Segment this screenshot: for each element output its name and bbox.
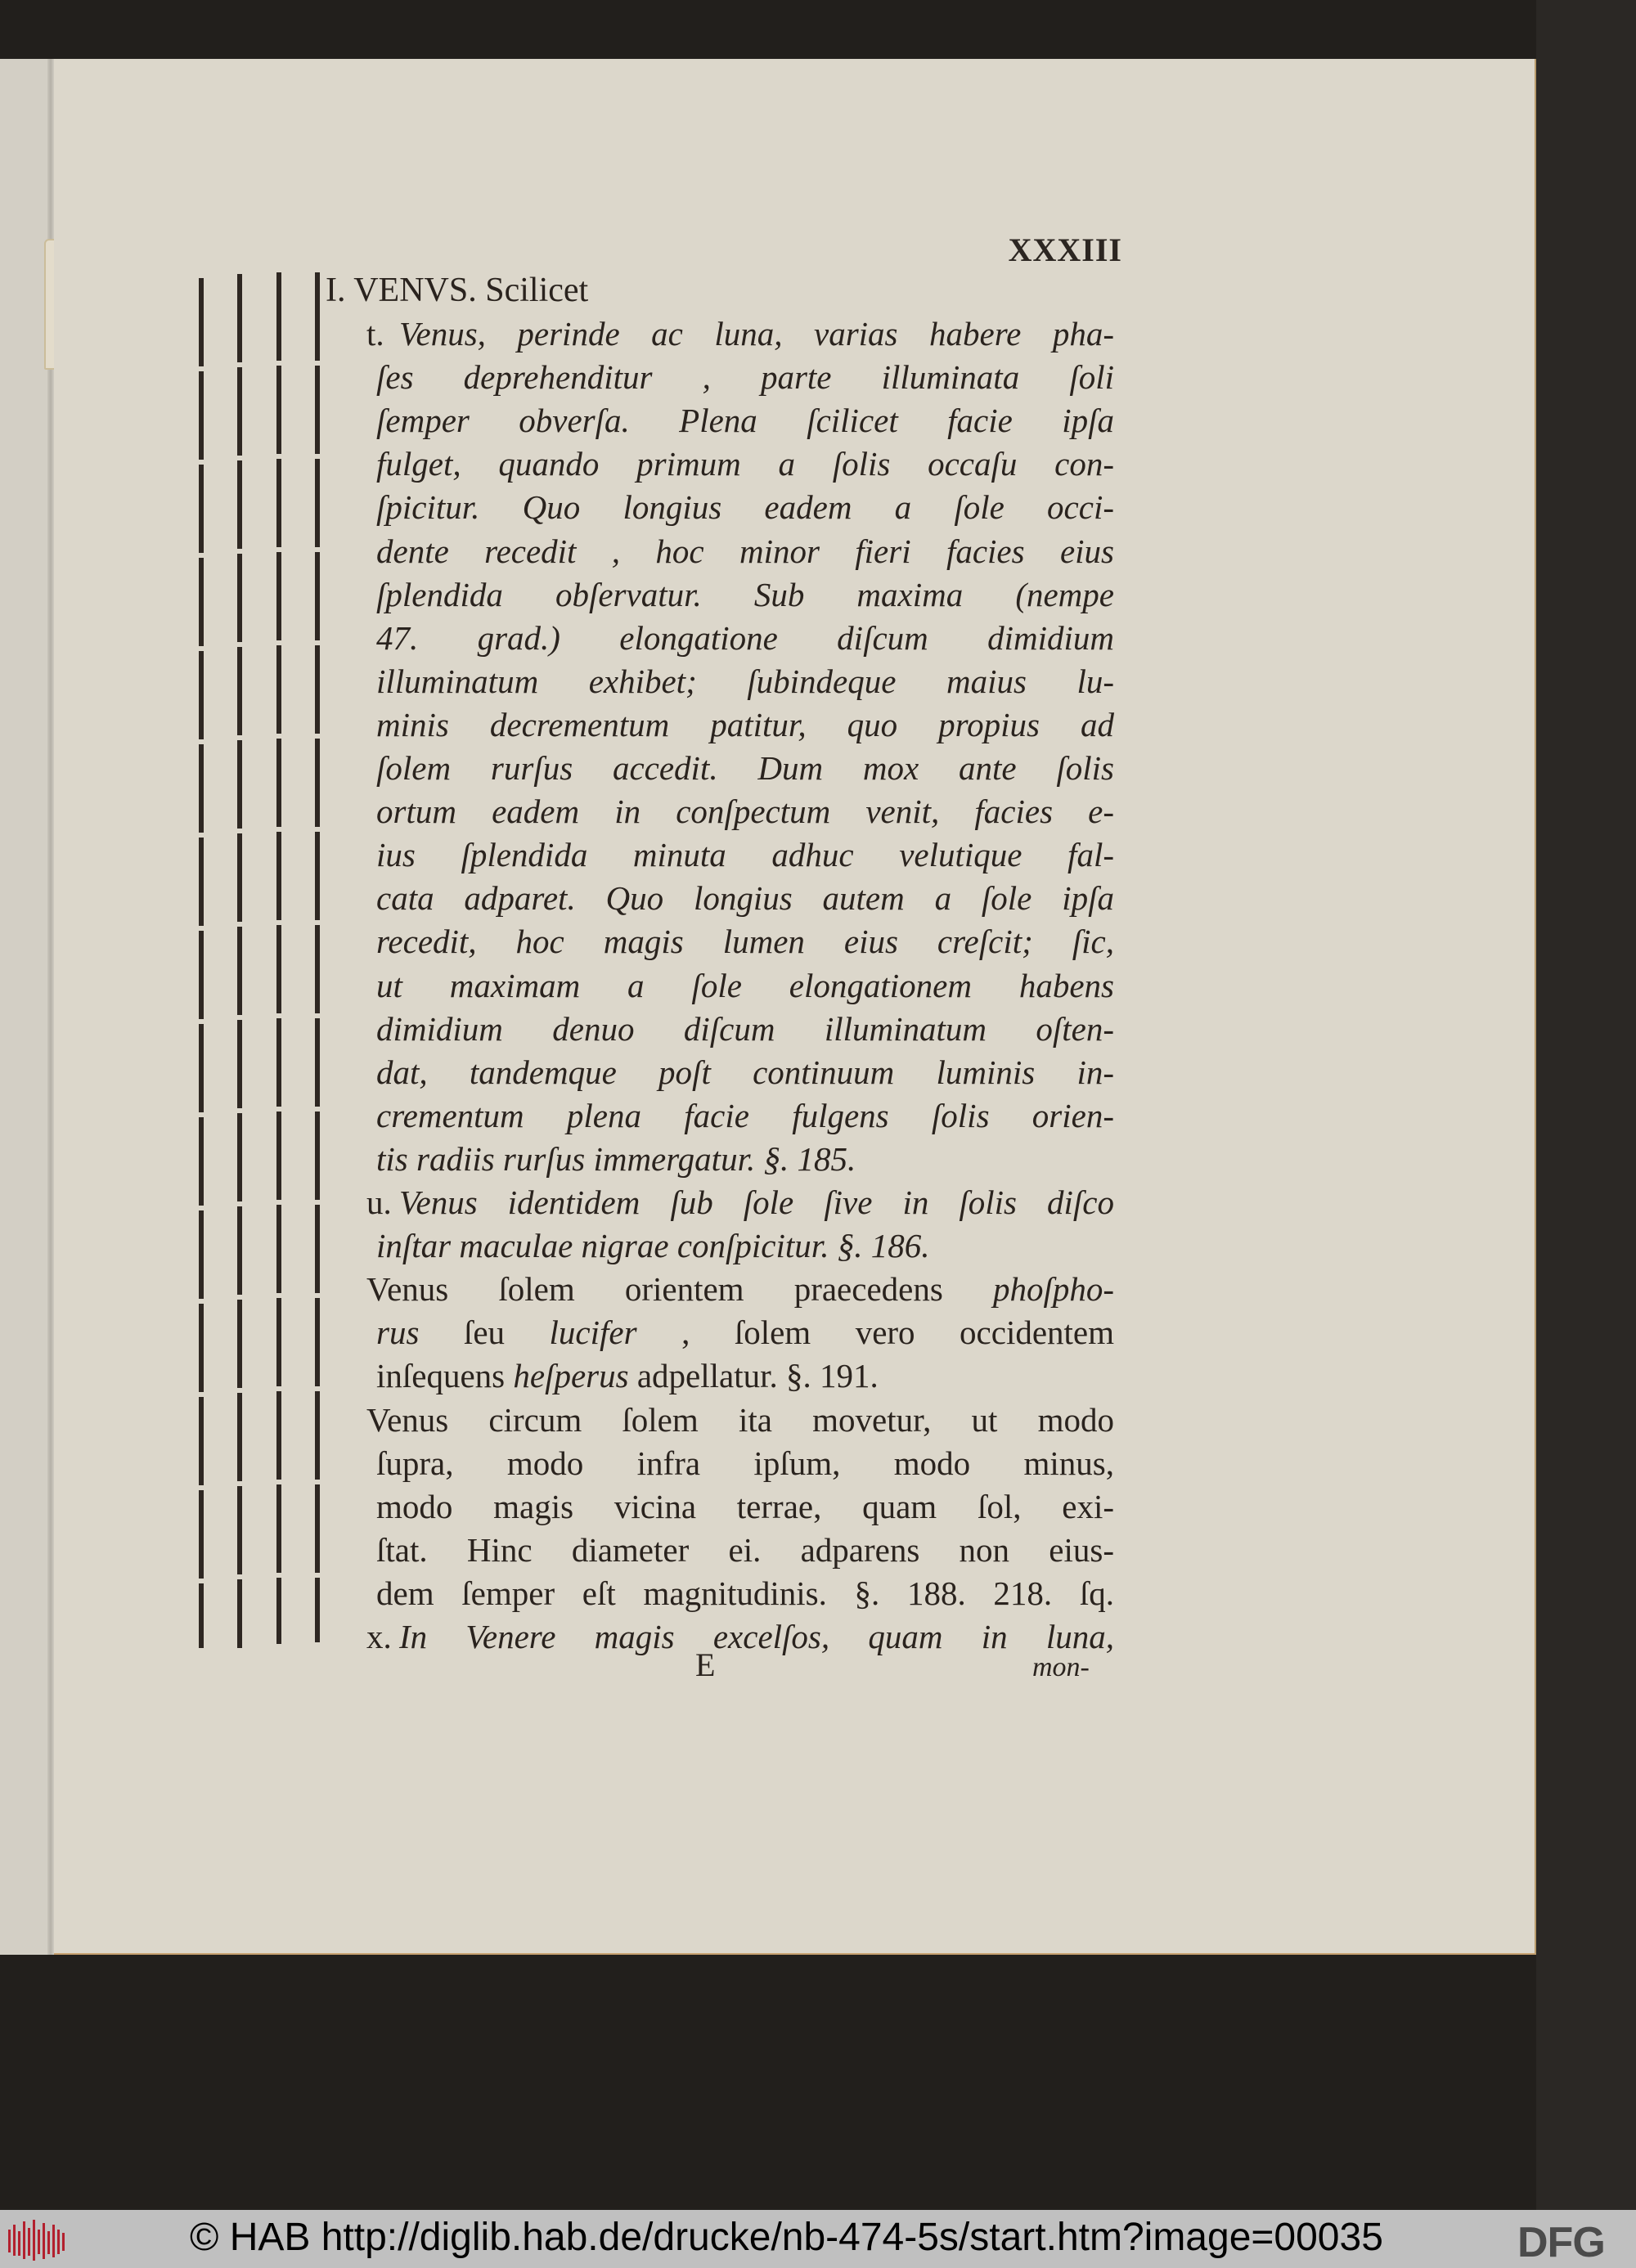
catchword: mon-: [1032, 1652, 1090, 1682]
text-content: crementum plena facie fulgens ſolis orien-: [376, 1097, 1114, 1134]
margin-rule-1: [199, 278, 204, 1648]
text-line: [376, 1355, 879, 1396]
page-folio: XXXIII: [1008, 231, 1122, 268]
text-segment: Venus ſolem orientem praecedens: [366, 1270, 993, 1308]
text-segment: , ſolem vero occidentem: [636, 1314, 1115, 1351]
text-line: [366, 1399, 1114, 1440]
margin-rule-4: [315, 272, 320, 1642]
text-content: cata adparet. Quo longius autem a ſole ipſa: [376, 879, 1114, 917]
text-line: [376, 1225, 929, 1266]
text-content: ſes deprehenditur , parte illuminata ſoli: [376, 358, 1114, 396]
adjacent-page-edge: [0, 59, 54, 1955]
section-heading: I. VENVS. Scilicet: [326, 272, 589, 309]
text-line: [376, 531, 1114, 572]
text-line: [376, 1008, 1114, 1049]
text-line: [376, 574, 1114, 615]
text-line: [376, 1052, 1114, 1093]
text-content: Venus identidem ſub ſole ſive in ſolis diſco: [399, 1183, 1114, 1221]
text-content: ſupra, modo infra ipſum, modo minus,: [376, 1444, 1114, 1482]
text-line: [399, 313, 1114, 354]
item-marker: x.: [366, 1618, 392, 1655]
text-line: [376, 443, 1114, 484]
text-line: [376, 1486, 1114, 1527]
text-line: [376, 834, 1114, 875]
text-content: dimidium denuo diſcum illuminatum oſten-: [376, 1010, 1114, 1048]
text-segment: ſeu: [419, 1314, 550, 1351]
text-segment: phoſpho-: [992, 1270, 1114, 1308]
text-content: In Venere magis excelſos, quam in luna,: [399, 1618, 1114, 1655]
text-segment: heſperus: [513, 1357, 629, 1394]
text-segment: rus: [376, 1314, 420, 1351]
text-content: inſtar maculae nigrae conſpicitur. §. 186.: [376, 1227, 930, 1264]
text-content: modo magis vicina terrae, quam ſol, exi-: [376, 1488, 1114, 1525]
text-content: dem ſemper eſt magnitudinis. §. 188. 218. ſq.: [376, 1574, 1114, 1612]
signature-mark: E: [695, 1646, 716, 1683]
item-marker: t.: [366, 315, 384, 353]
text-line: [376, 1138, 856, 1179]
text-segment: inſequens: [376, 1357, 514, 1394]
dfg-logo: DFG: [1517, 2219, 1605, 2266]
copyright-url[interactable]: © HAB http://diglib.hab.de/drucke/nb-474-5s/start.htm?image=00035: [190, 2216, 1383, 2259]
text-line: [376, 400, 1114, 441]
text-content: minis decrementum patitur, quo propius ad: [376, 706, 1114, 743]
text-line: [366, 1269, 1114, 1309]
text-line: [376, 878, 1114, 918]
text-content: dente recedit , hoc minor fieri facies eius: [376, 532, 1114, 570]
text-line: [376, 965, 1114, 1006]
text-line: [376, 357, 1114, 397]
text-segment: adpellatur. §. 191.: [628, 1357, 879, 1394]
text-content: ius ſplendida minuta adhuc velutique fal-: [376, 836, 1114, 874]
text-content: ortum eadem in conſpectum venit, facies e-: [376, 793, 1114, 830]
margin-rule-2: [237, 274, 242, 1648]
text-content: ſemper obverſa. Plena ſcilicet facie ipſa: [376, 402, 1114, 439]
text-content: dat, tandemque poſt continuum luminis in-: [376, 1053, 1114, 1091]
text-line: [376, 618, 1114, 658]
text-content: ut maximam a ſole elongationem habens: [376, 967, 1114, 1004]
text-line: [376, 487, 1114, 528]
text-line: [376, 1573, 1114, 1614]
text-content: Venus circum ſolem ita movetur, ut modo: [366, 1401, 1114, 1439]
text-line: [376, 661, 1114, 702]
text-line: [376, 1529, 1114, 1570]
footer-bar: [0, 2210, 1636, 2268]
text-line: [399, 1616, 1114, 1657]
text-line: [399, 1182, 1114, 1223]
text-content: illuminatum exhibet; ſubindeque maius lu-: [376, 662, 1114, 700]
text-line: [376, 791, 1114, 832]
item-marker: u.: [366, 1183, 392, 1221]
margin-rule-3: [276, 272, 281, 1644]
text-line: [376, 1443, 1114, 1484]
text-line: [376, 1312, 1114, 1353]
text-content: recedit, hoc magis lumen eius creſcit; ſic,: [376, 923, 1114, 960]
text-line: [376, 704, 1114, 745]
text-line: [376, 748, 1114, 788]
scanner-background: [1536, 0, 1636, 2210]
text-line: [376, 921, 1114, 962]
text-content: tis radiis rurſus immergatur. §. 185.: [376, 1140, 856, 1178]
text-line: [376, 1095, 1114, 1136]
text-content: ſolem rurſus accedit. Dum mox ante ſolis: [376, 749, 1114, 787]
text-content: ſplendida obſervatur. Sub maxima (nempe: [376, 576, 1114, 613]
text-content: Venus, perinde ac luna, varias habere pha-: [399, 315, 1114, 353]
text-content: fulget, quando primum a ſolis occaſu con-: [376, 445, 1114, 483]
text-content: ſtat. Hinc diameter ei. adparens non eius-: [376, 1531, 1114, 1569]
text-content: 47. grad.) elongatione diſcum dimidium: [376, 619, 1114, 657]
text-segment: lucifer: [549, 1314, 637, 1351]
text-content: ſpicitur. Quo longius eadem a ſole occi-: [376, 488, 1114, 526]
hab-logo-icon: [7, 2218, 67, 2262]
